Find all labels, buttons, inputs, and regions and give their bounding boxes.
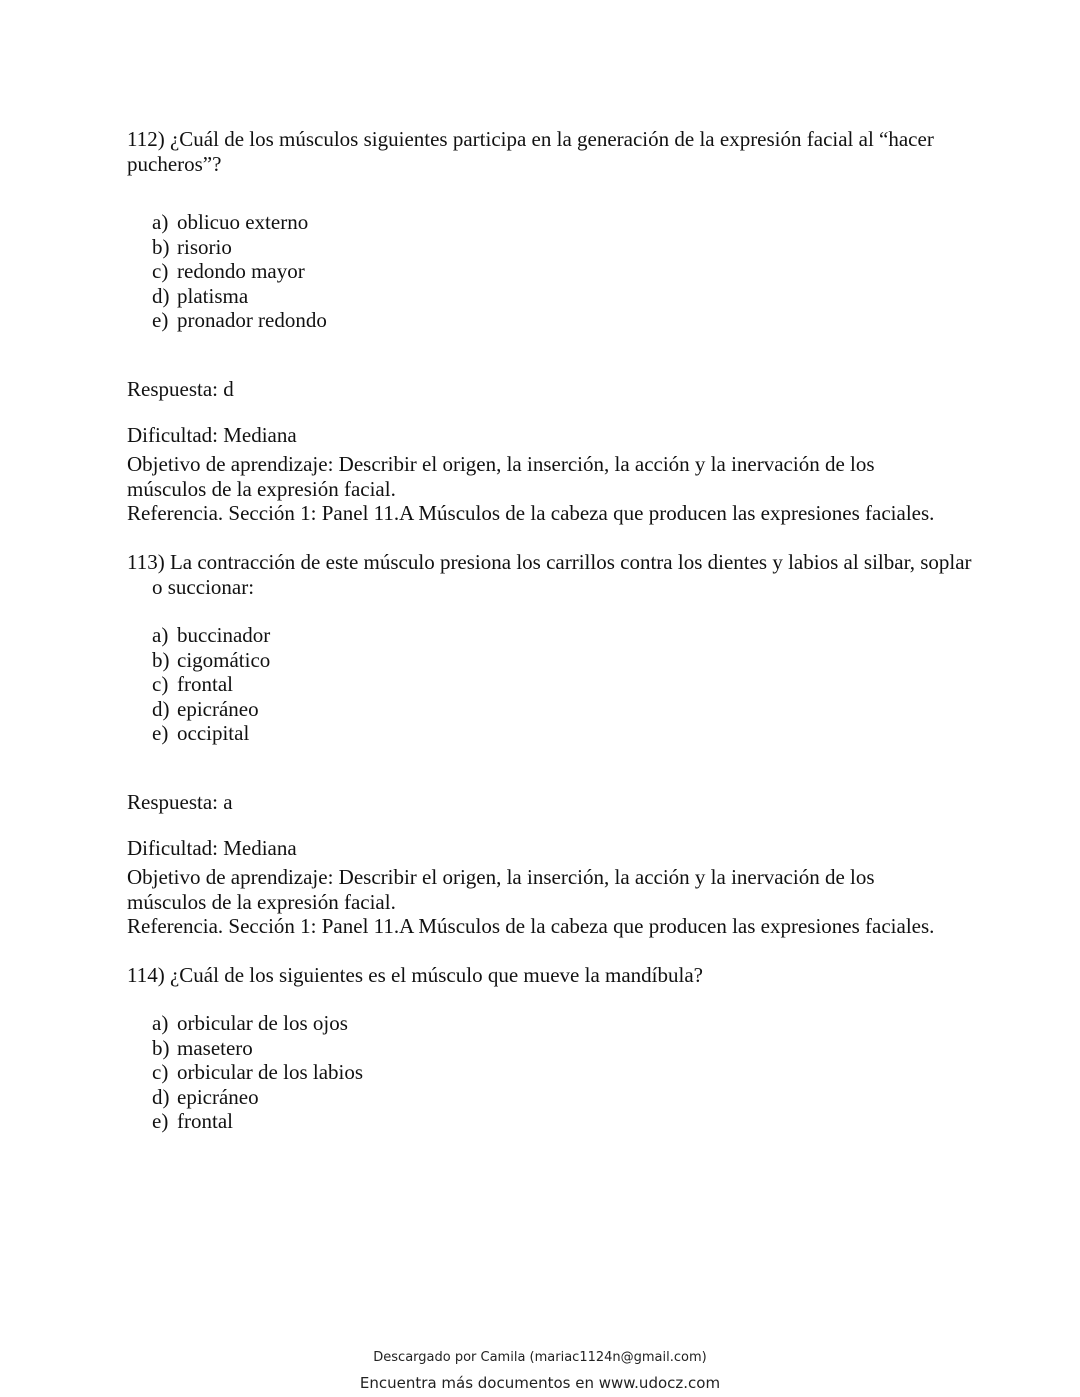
option: b) masetero <box>152 1035 253 1060</box>
option: d) epicráneo <box>152 1084 259 1109</box>
option: e) frontal <box>152 1109 233 1133</box>
option: d) platisma <box>152 283 249 308</box>
udocz-link[interactable]: Encuentra más documentos en www.udocz.com <box>359 1374 721 1392</box>
question-114: 114) ¿Cuál de los siguientes es el músculo que mueve la mandíbula? <box>127 963 703 987</box>
option: b) risorio <box>152 234 232 259</box>
option: a) buccinador <box>152 623 271 647</box>
objective: Objetivo de aprendizaje: Describir el origen, la inserción, la acción y la inervación de los músculos de la expresión facial. <box>127 452 875 501</box>
download-notice: Descargado por Camila (mariac1124n@gmail.com) <box>373 1350 707 1365</box>
option: a) orbicular de los ojos <box>152 1011 348 1035</box>
option: b) cigomático <box>152 647 271 672</box>
difficulty: Dificultad: Mediana <box>127 836 297 860</box>
option: c) orbicular de los labios <box>152 1060 364 1084</box>
option: c) frontal <box>152 672 233 696</box>
option: c) redondo mayor <box>152 259 305 283</box>
options-112 <box>127 210 957 333</box>
question-112: 112) ¿Cuál de los músculos siguientes participa en la generación de la expresión facial al “hacer pucheros”? <box>127 127 934 176</box>
options-114 <box>127 1011 957 1134</box>
answer: Respuesta: a <box>127 790 233 814</box>
option: a) oblicuo externo <box>152 210 309 234</box>
answer: Respuesta: d <box>127 377 234 401</box>
option: e) occipital <box>152 721 250 745</box>
difficulty: Dificultad: Mediana <box>127 423 297 447</box>
reference: Referencia. Sección 1: Panel 11.A Músculos de la cabeza que producen las expresiones faciales. <box>127 914 935 938</box>
reference: Referencia. Sección 1: Panel 11.A Músculos de la cabeza que producen las expresiones faciales. <box>127 501 935 525</box>
objective: Objetivo de aprendizaje: Describir el origen, la inserción, la acción y la inervación de los músculos de la expresión facial. <box>127 865 875 914</box>
options-113 <box>127 623 957 746</box>
option: e) pronador redondo <box>152 308 327 332</box>
question-113: 113) La contracción de este músculo presiona los carrillos contra los dientes y labios al silbar, soplar o succionar: <box>127 550 972 599</box>
option: d) epicráneo <box>152 696 259 721</box>
